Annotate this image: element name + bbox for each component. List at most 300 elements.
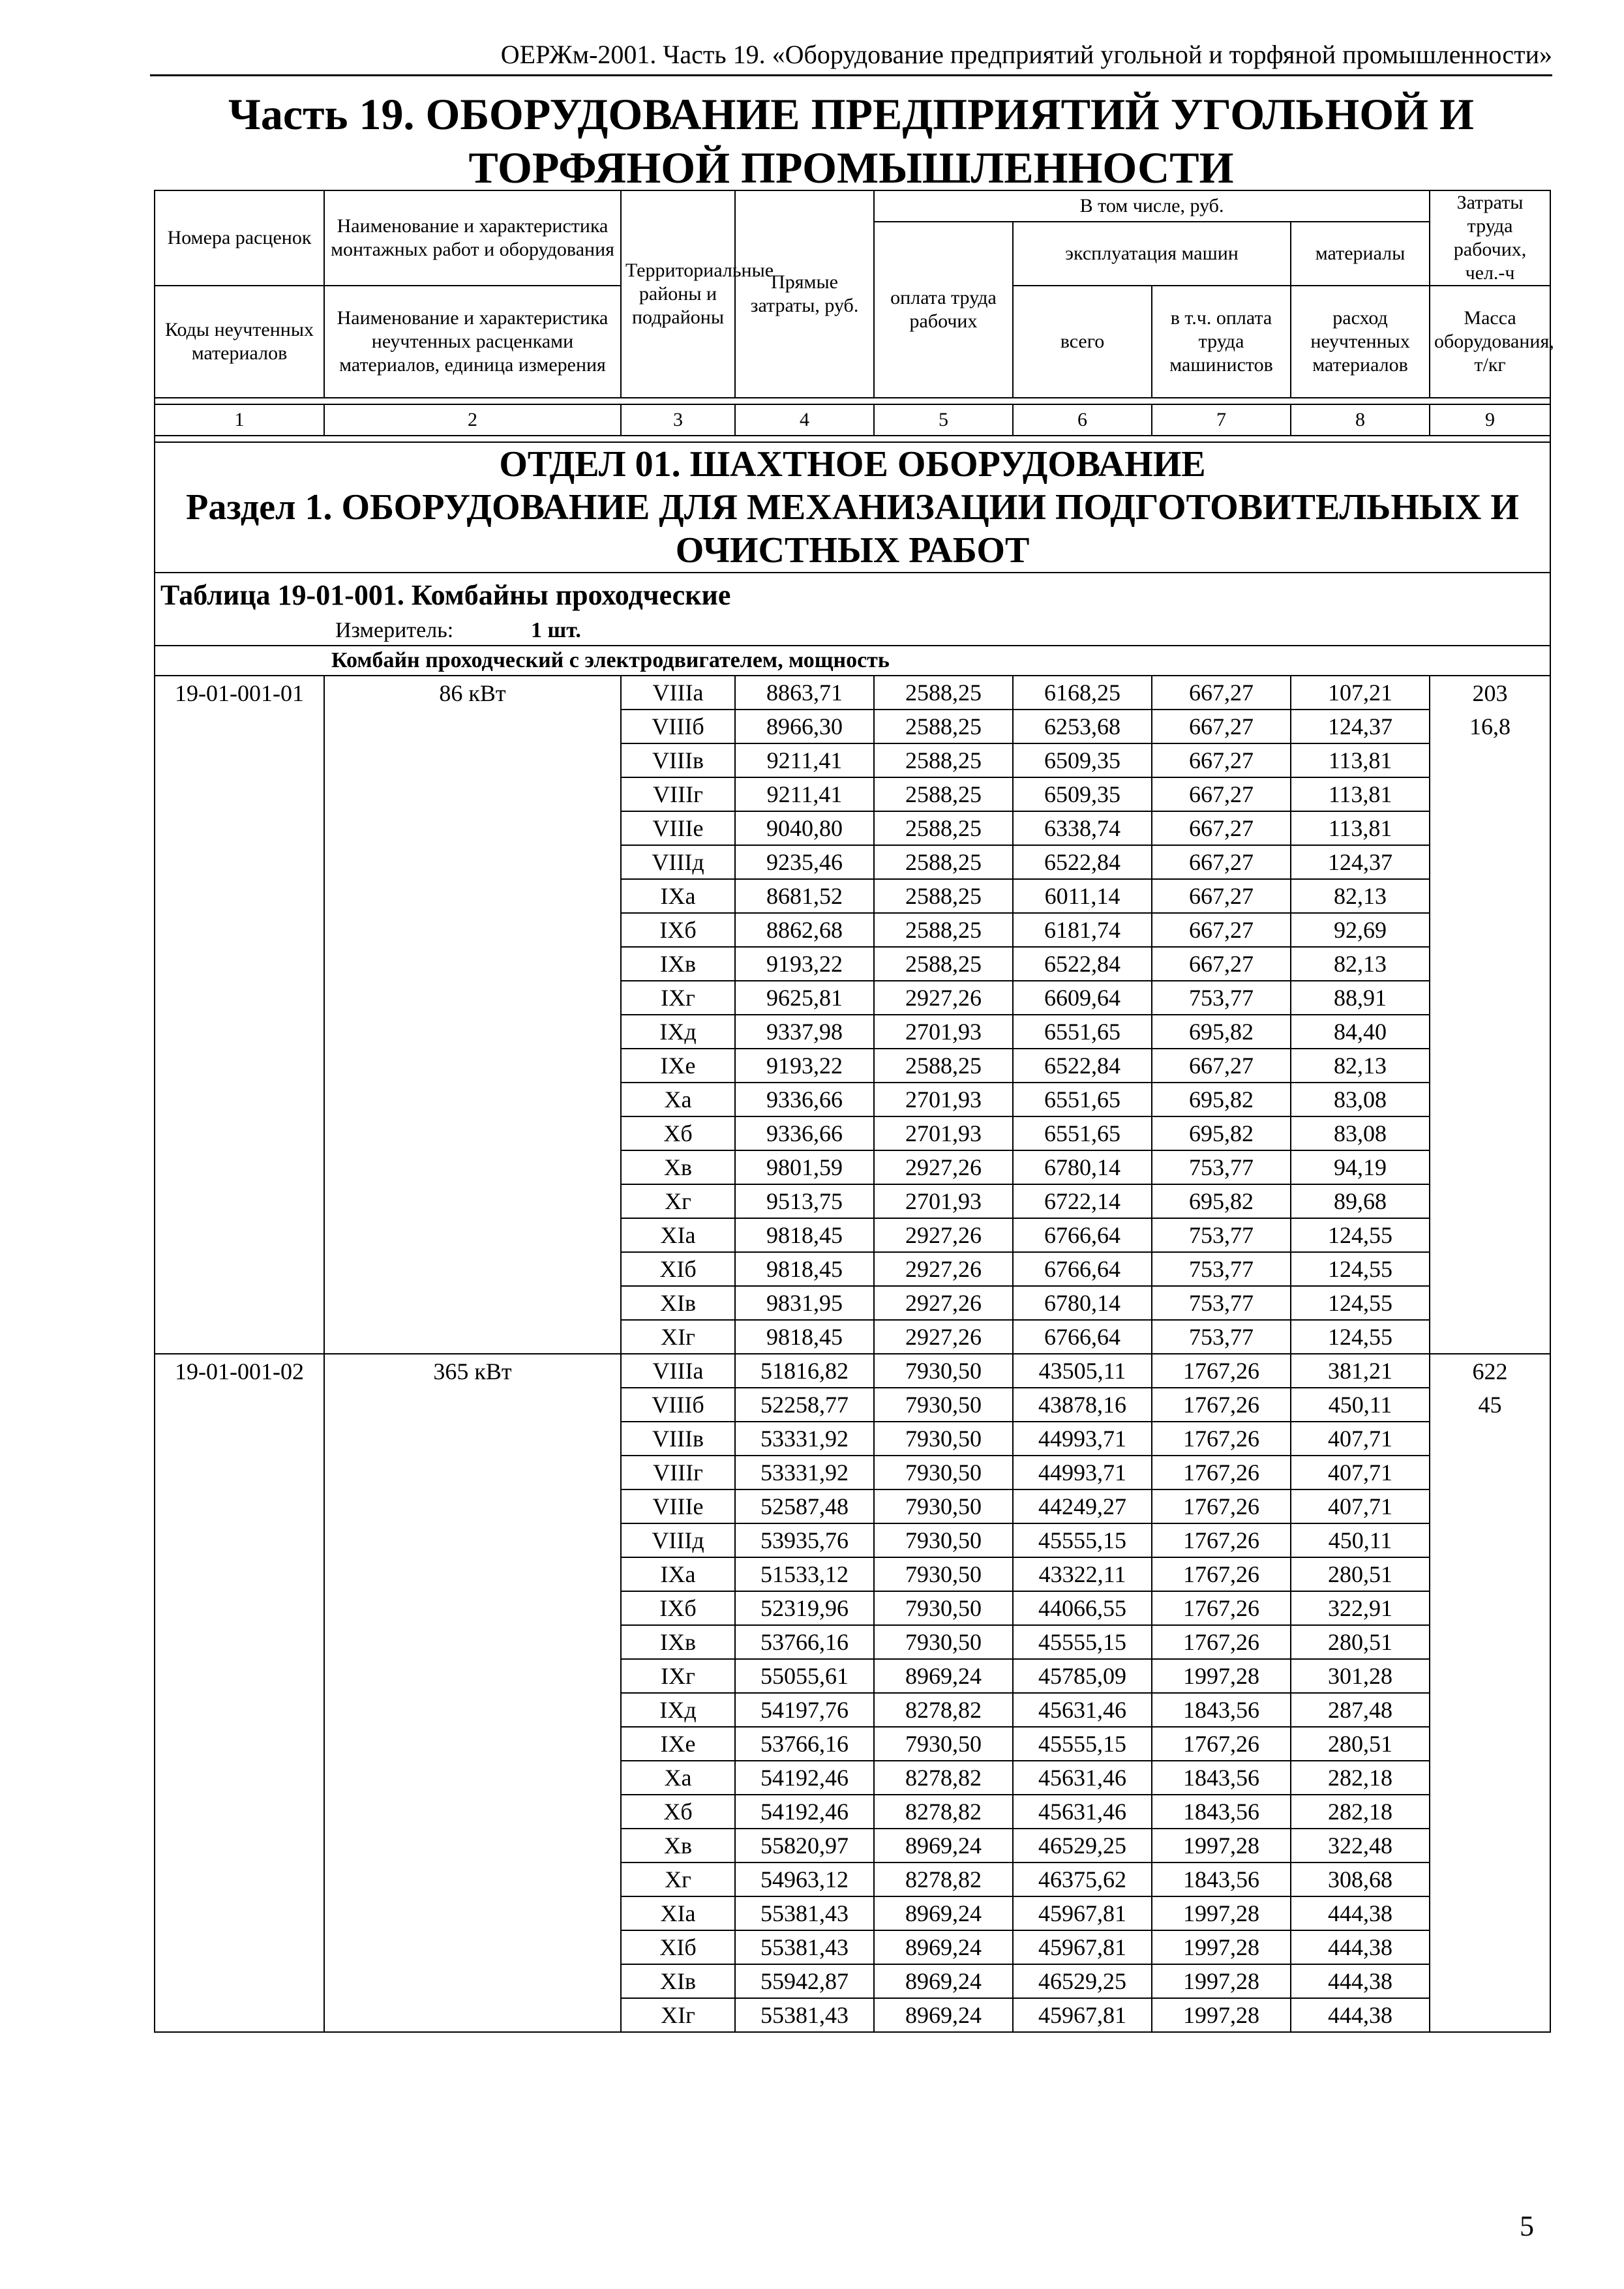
col-work-name: Наименование и характеристика монтажных работ и оборудования (324, 190, 621, 286)
cell-machines-total: 6522,84 (1013, 845, 1152, 879)
col-number: 6 (1013, 404, 1152, 436)
cell-territory: VIIIг (621, 777, 735, 811)
work-name (324, 710, 621, 743)
work-name (324, 1150, 621, 1184)
labor-mass-cell (1430, 879, 1550, 913)
table-row (155, 1795, 1550, 1829)
cell-territory: IXд (621, 1015, 735, 1049)
cell-worker-pay: 2927,26 (874, 981, 1013, 1015)
col-including: В том числе, руб. (874, 190, 1430, 222)
cell-machinist-pay: 667,27 (1152, 811, 1291, 845)
cell-direct: 55381,43 (735, 1930, 874, 1964)
cell-materials: 124,55 (1291, 1218, 1430, 1252)
cell-worker-pay: 2701,93 (874, 1015, 1013, 1049)
cell-worker-pay: 2588,25 (874, 777, 1013, 811)
cell-machinist-pay: 1843,56 (1152, 1863, 1291, 1896)
cell-machinist-pay: 1997,28 (1152, 1659, 1291, 1693)
cell-materials: 322,91 (1291, 1591, 1430, 1625)
rate-code (155, 1456, 324, 1489)
col-worker-pay: оплата труда рабочих (874, 222, 1013, 398)
rate-code (155, 1252, 324, 1286)
cell-materials: 450,11 (1291, 1388, 1430, 1422)
rate-code (155, 1863, 324, 1896)
table-row (155, 1388, 1550, 1422)
col-number: 4 (735, 404, 874, 436)
rate-code (155, 1388, 324, 1422)
work-name (324, 1795, 621, 1829)
cell-worker-pay: 2927,26 (874, 1150, 1013, 1184)
cell-machines-total: 6253,68 (1013, 710, 1152, 743)
cell-materials: 287,48 (1291, 1693, 1430, 1727)
table-row (155, 1659, 1550, 1693)
cell-machines-total: 43322,11 (1013, 1557, 1152, 1591)
rate-code (155, 1795, 324, 1829)
part-title: Часть 19. ОБОРУДОВАНИЕ ПРЕДПРИЯТИЙ УГОЛЬНОЙ И ТОРФЯНОЙ ПРОМЫШЛЕННОСТИ (228, 89, 1474, 192)
cell-worker-pay: 8969,24 (874, 1964, 1013, 1998)
cell-materials: 444,38 (1291, 1998, 1430, 2032)
col-materials: материалы (1291, 222, 1430, 286)
cell-direct: 9513,75 (735, 1184, 874, 1218)
work-name (324, 1218, 621, 1252)
cell-worker-pay: 2927,26 (874, 1286, 1013, 1320)
cell-direct: 9336,66 (735, 1116, 874, 1150)
meter-label: Измеритель: (335, 618, 454, 642)
rate-code (155, 1218, 324, 1252)
cell-materials: 280,51 (1291, 1557, 1430, 1591)
cell-materials: 301,28 (1291, 1659, 1430, 1693)
labor-mass-cell (1430, 1252, 1550, 1286)
cell-materials: 83,08 (1291, 1083, 1430, 1116)
col-labor-costs: Затраты труда рабочих, чел.-ч (1430, 190, 1550, 286)
cell-machines-total: 6780,14 (1013, 1286, 1152, 1320)
cell-territory: Xа (621, 1761, 735, 1795)
work-name (324, 1083, 621, 1116)
cell-territory: IXг (621, 1659, 735, 1693)
cell-territory: Xб (621, 1116, 735, 1150)
cell-machines-total: 45631,46 (1013, 1761, 1152, 1795)
cell-machines-total: 45631,46 (1013, 1795, 1152, 1829)
subgroup-title: Комбайн проходческий с электродвигателем, мощность (155, 646, 1550, 676)
rates-table (154, 190, 1554, 2033)
section-title: Раздел 1. ОБОРУДОВАНИЕ ДЛЯ МЕХАНИЗАЦИИ ПОДГОТОВИТЕЛЬНЫХ И ОЧИСТНЫХ РАБОТ (186, 487, 1519, 571)
cell-machinist-pay: 667,27 (1152, 947, 1291, 981)
cell-machines-total: 6780,14 (1013, 1150, 1152, 1184)
cell-territory: IXв (621, 947, 735, 981)
cell-machinist-pay: 1843,56 (1152, 1795, 1291, 1829)
cell-materials: 407,71 (1291, 1456, 1430, 1489)
cell-machinist-pay: 753,77 (1152, 1286, 1291, 1320)
rate-code (155, 1964, 324, 1998)
cell-machinist-pay: 1767,26 (1152, 1354, 1291, 1388)
table-row (155, 1829, 1550, 1863)
col-materials-codes: Коды неучтенных материалов (155, 286, 324, 398)
cell-worker-pay: 7930,50 (874, 1489, 1013, 1523)
table-row (155, 676, 1550, 710)
cell-materials: 124,55 (1291, 1286, 1430, 1320)
col-number: 8 (1291, 404, 1430, 436)
cell-direct: 9211,41 (735, 777, 874, 811)
cell-machinist-pay: 1767,26 (1152, 1489, 1291, 1523)
section-block (155, 442, 1550, 573)
work-name (324, 1659, 621, 1693)
cell-direct: 54192,46 (735, 1761, 874, 1795)
cell-worker-pay: 8969,24 (874, 1930, 1013, 1964)
cell-worker-pay: 2701,93 (874, 1184, 1013, 1218)
cell-direct: 55820,97 (735, 1829, 874, 1863)
work-name (324, 1015, 621, 1049)
table-row (155, 1252, 1550, 1286)
labor-mass-cell (1430, 1998, 1550, 2032)
rate-code (155, 913, 324, 947)
labor-mass-cell (1430, 1218, 1550, 1252)
cell-territory: VIIIв (621, 743, 735, 777)
table-row (155, 1184, 1550, 1218)
cell-materials: 124,37 (1291, 845, 1430, 879)
cell-machines-total: 46375,62 (1013, 1863, 1152, 1896)
cell-machines-total: 46529,25 (1013, 1964, 1152, 1998)
cell-territory: IXе (621, 1049, 735, 1083)
labor-mass-cell (1430, 947, 1550, 981)
table-row (155, 1049, 1550, 1083)
rate-code: 19-01-001-02 (155, 1354, 324, 1388)
cell-direct: 54963,12 (735, 1863, 874, 1896)
col-rates-numbers: Номера расценок (155, 190, 324, 286)
work-name: 365 кВт (324, 1354, 621, 1388)
cell-machinist-pay: 667,27 (1152, 1049, 1291, 1083)
table-row (155, 879, 1550, 913)
table-row (155, 1693, 1550, 1727)
numbers-gap (155, 436, 1550, 442)
work-name (324, 1523, 621, 1557)
cell-materials: 444,38 (1291, 1896, 1430, 1930)
labor-mass-cell (1430, 1320, 1550, 1354)
cell-machines-total: 6011,14 (1013, 879, 1152, 913)
cell-machinist-pay: 667,27 (1152, 845, 1291, 879)
rate-code (155, 1896, 324, 1930)
cell-machinist-pay: 753,77 (1152, 1218, 1291, 1252)
cell-machinist-pay: 753,77 (1152, 1320, 1291, 1354)
cell-worker-pay: 7930,50 (874, 1557, 1013, 1591)
cell-machinist-pay: 1997,28 (1152, 1964, 1291, 1998)
cell-direct: 55942,87 (735, 1964, 874, 1998)
cell-territory: IXе (621, 1727, 735, 1761)
cell-materials: 280,51 (1291, 1625, 1430, 1659)
cell-machinist-pay: 1997,28 (1152, 1998, 1291, 2032)
cell-materials: 107,21 (1291, 676, 1430, 710)
col-equipment-mass: Масса оборудования, т/кг (1430, 286, 1550, 398)
work-name (324, 947, 621, 981)
cell-direct: 8966,30 (735, 710, 874, 743)
cell-machines-total: 6522,84 (1013, 1049, 1152, 1083)
cell-direct: 9211,41 (735, 743, 874, 777)
labor-mass-cell (1430, 1150, 1550, 1184)
labor-mass-cell (1430, 1930, 1550, 1964)
cell-direct: 9831,95 (735, 1286, 874, 1320)
cell-machines-total: 44066,55 (1013, 1591, 1152, 1625)
cell-territory: XIб (621, 1252, 735, 1286)
cell-machinist-pay: 1997,28 (1152, 1896, 1291, 1930)
work-name (324, 1116, 621, 1150)
cell-worker-pay: 7930,50 (874, 1388, 1013, 1422)
table-title: Таблица 19-01-001. Комбайны проходческие (155, 573, 1550, 616)
cell-direct: 55381,43 (735, 1998, 874, 2032)
cell-materials: 84,40 (1291, 1015, 1430, 1049)
labor-mass-cell (1430, 743, 1550, 777)
work-name (324, 1456, 621, 1489)
work-name (324, 1727, 621, 1761)
cell-worker-pay: 2588,25 (874, 879, 1013, 913)
cell-worker-pay: 8969,24 (874, 1659, 1013, 1693)
cell-worker-pay: 8278,82 (874, 1795, 1013, 1829)
rate-code (155, 710, 324, 743)
cell-direct: 53331,92 (735, 1422, 874, 1456)
rate-code (155, 845, 324, 879)
cell-worker-pay: 2927,26 (874, 1320, 1013, 1354)
cell-worker-pay: 2588,25 (874, 913, 1013, 947)
cell-direct: 53935,76 (735, 1523, 874, 1557)
cell-worker-pay: 7930,50 (874, 1727, 1013, 1761)
department-title: ОТДЕЛ 01. ШАХТНОЕ ОБОРУДОВАНИЕ (499, 444, 1206, 485)
table-row (155, 1523, 1550, 1557)
labor-mass-cell (1430, 981, 1550, 1015)
cell-territory: VIIIа (621, 1354, 735, 1388)
cell-worker-pay: 2588,25 (874, 710, 1013, 743)
cell-worker-pay: 2927,26 (874, 1218, 1013, 1252)
cell-machinist-pay: 1843,56 (1152, 1761, 1291, 1795)
cell-machines-total: 45967,81 (1013, 1930, 1152, 1964)
equipment-mass-value: 16,8 (1430, 710, 1550, 743)
rate-code (155, 1083, 324, 1116)
work-name (324, 1422, 621, 1456)
meter-row (155, 616, 1550, 646)
table-row (155, 1896, 1550, 1930)
cell-machines-total: 45555,15 (1013, 1625, 1152, 1659)
cell-materials: 282,18 (1291, 1795, 1430, 1829)
cell-machines-total: 44993,71 (1013, 1422, 1152, 1456)
rate-code (155, 1049, 324, 1083)
cell-direct: 9193,22 (735, 947, 874, 981)
cell-worker-pay: 2701,93 (874, 1083, 1013, 1116)
cell-machinist-pay: 667,27 (1152, 710, 1291, 743)
cell-worker-pay: 8969,24 (874, 1829, 1013, 1863)
cell-territory: IXб (621, 913, 735, 947)
cell-worker-pay: 7930,50 (874, 1456, 1013, 1489)
cell-machines-total: 6551,65 (1013, 1015, 1152, 1049)
table-row (155, 1218, 1550, 1252)
cell-machinist-pay: 667,27 (1152, 777, 1291, 811)
equipment-mass-value: 45 (1430, 1388, 1550, 1422)
labor-mass-cell (1430, 1964, 1550, 1998)
work-name (324, 1320, 621, 1354)
cell-materials: 113,81 (1291, 811, 1430, 845)
rate-code (155, 1659, 324, 1693)
cell-direct: 52258,77 (735, 1388, 874, 1422)
cell-direct: 53766,16 (735, 1625, 874, 1659)
cell-machinist-pay: 695,82 (1152, 1184, 1291, 1218)
rate-code (155, 1829, 324, 1863)
cell-worker-pay: 8969,24 (874, 1998, 1013, 2032)
rate-code: 19-01-001-01 (155, 676, 324, 710)
labor-mass-cell (1430, 1659, 1550, 1693)
work-name (324, 845, 621, 879)
col-number: 7 (1152, 404, 1291, 436)
cell-direct: 9625,81 (735, 981, 874, 1015)
labor-mass-cell (1430, 1693, 1550, 1727)
cell-territory: XIа (621, 1218, 735, 1252)
table-header (155, 190, 1554, 676)
cell-materials: 113,81 (1291, 743, 1430, 777)
cell-direct: 52587,48 (735, 1489, 874, 1523)
cell-materials: 113,81 (1291, 777, 1430, 811)
work-name (324, 777, 621, 811)
col-territory: Территориальные районы и подрайоны (621, 190, 735, 398)
cell-worker-pay: 2701,93 (874, 1116, 1013, 1150)
rate-code (155, 1591, 324, 1625)
cell-materials: 280,51 (1291, 1727, 1430, 1761)
table-row (155, 981, 1550, 1015)
labor-mass-cell (1430, 1795, 1550, 1829)
cell-materials: 94,19 (1291, 1150, 1430, 1184)
cell-machinist-pay: 695,82 (1152, 1015, 1291, 1049)
labor-mass-cell (1430, 1896, 1550, 1930)
work-name (324, 1998, 621, 2032)
cell-direct: 9337,98 (735, 1015, 874, 1049)
cell-direct: 9040,80 (735, 811, 874, 845)
rate-code (155, 1727, 324, 1761)
cell-machinist-pay: 753,77 (1152, 1252, 1291, 1286)
cell-territory: IXд (621, 1693, 735, 1727)
cell-direct: 54197,76 (735, 1693, 874, 1727)
labor-mass-cell (1430, 1523, 1550, 1557)
table-row (155, 1557, 1550, 1591)
cell-machines-total: 6766,64 (1013, 1252, 1152, 1286)
table-row (155, 913, 1550, 947)
cell-direct: 8862,68 (735, 913, 874, 947)
cell-machines-total: 6722,14 (1013, 1184, 1152, 1218)
cell-machinist-pay: 1997,28 (1152, 1930, 1291, 1964)
cell-materials: 407,71 (1291, 1489, 1430, 1523)
cell-direct: 9193,22 (735, 1049, 874, 1083)
table-row (155, 1083, 1550, 1116)
cell-machines-total: 44993,71 (1013, 1456, 1152, 1489)
running-header: ОЕРЖм-2001. Часть 19. «Оборудование предприятий угольной и торфяной промышленности» (500, 40, 1552, 69)
work-name (324, 879, 621, 913)
table-row (155, 1422, 1550, 1456)
cell-machinist-pay: 753,77 (1152, 1150, 1291, 1184)
labor-mass-cell (1430, 1456, 1550, 1489)
cell-worker-pay: 8278,82 (874, 1693, 1013, 1727)
cell-machines-total: 46529,25 (1013, 1829, 1152, 1863)
work-name (324, 1184, 621, 1218)
header-gap (155, 398, 1550, 404)
cell-territory: IXб (621, 1591, 735, 1625)
cell-materials: 124,37 (1291, 710, 1430, 743)
table-row (155, 845, 1550, 879)
table-row (155, 743, 1550, 777)
cell-machines-total: 6181,74 (1013, 913, 1152, 947)
cell-machines-total: 45967,81 (1013, 1896, 1152, 1930)
cell-worker-pay: 7930,50 (874, 1591, 1013, 1625)
labor-mass-cell (1430, 845, 1550, 879)
cell-territory: XIг (621, 1320, 735, 1354)
cell-machinist-pay: 1767,26 (1152, 1422, 1291, 1456)
cell-machinist-pay: 667,27 (1152, 879, 1291, 913)
cell-territory: XIб (621, 1930, 735, 1964)
rate-code (155, 1693, 324, 1727)
rate-code (155, 981, 324, 1015)
table-row (155, 1150, 1550, 1184)
cell-territory: XIв (621, 1964, 735, 1998)
labor-mass-cell (1430, 1422, 1550, 1456)
col-number: 1 (155, 404, 324, 436)
cell-direct: 55381,43 (735, 1896, 874, 1930)
cell-materials: 88,91 (1291, 981, 1430, 1015)
table-row (155, 710, 1550, 743)
cell-machines-total: 45555,15 (1013, 1523, 1152, 1557)
table-row (155, 947, 1550, 981)
col-number: 9 (1430, 404, 1550, 436)
labor-mass-cell (1430, 1116, 1550, 1150)
labor-mass-cell (1430, 811, 1550, 845)
cell-direct: 8681,52 (735, 879, 874, 913)
rate-code (155, 1761, 324, 1795)
header-rule (150, 74, 1552, 76)
table-row (155, 1863, 1550, 1896)
cell-machinist-pay: 1997,28 (1152, 1829, 1291, 1863)
table-row (155, 811, 1550, 845)
table-row (155, 1625, 1550, 1659)
cell-territory: VIIIг (621, 1456, 735, 1489)
table-row (155, 1964, 1550, 1998)
cell-territory: IXг (621, 981, 735, 1015)
cell-machines-total: 43878,16 (1013, 1388, 1152, 1422)
rate-code (155, 1150, 324, 1184)
cell-direct: 51533,12 (735, 1557, 874, 1591)
rate-code (155, 743, 324, 777)
cell-machinist-pay: 753,77 (1152, 981, 1291, 1015)
cell-direct: 55055,61 (735, 1659, 874, 1693)
table-row (155, 1286, 1550, 1320)
cell-territory: Xг (621, 1863, 735, 1896)
cell-direct: 8863,71 (735, 676, 874, 710)
cell-materials: 407,71 (1291, 1422, 1430, 1456)
cell-direct: 9818,45 (735, 1218, 874, 1252)
rate-code (155, 1320, 324, 1354)
cell-worker-pay: 2588,25 (874, 811, 1013, 845)
cell-machinist-pay: 667,27 (1152, 743, 1291, 777)
col-machine-operation: эксплуатация машин (1013, 222, 1291, 286)
cell-machines-total: 6168,25 (1013, 676, 1152, 710)
labor-mass-cell (1430, 1049, 1550, 1083)
cell-territory: Xв (621, 1829, 735, 1863)
cell-materials: 89,68 (1291, 1184, 1430, 1218)
labor-mass-cell (1430, 1286, 1550, 1320)
rate-code (155, 1930, 324, 1964)
cell-territory: VIIIе (621, 811, 735, 845)
cell-direct: 52319,96 (735, 1591, 874, 1625)
cell-territory: VIIIв (621, 1422, 735, 1456)
cell-territory: XIг (621, 1998, 735, 2032)
cell-direct: 9818,45 (735, 1320, 874, 1354)
work-name (324, 1964, 621, 1998)
cell-territory: IXа (621, 879, 735, 913)
col-number: 2 (324, 404, 621, 436)
cell-machinist-pay: 1767,26 (1152, 1388, 1291, 1422)
cell-worker-pay: 2588,25 (874, 676, 1013, 710)
work-name (324, 743, 621, 777)
cell-direct: 9818,45 (735, 1252, 874, 1286)
cell-materials: 381,21 (1291, 1354, 1430, 1388)
